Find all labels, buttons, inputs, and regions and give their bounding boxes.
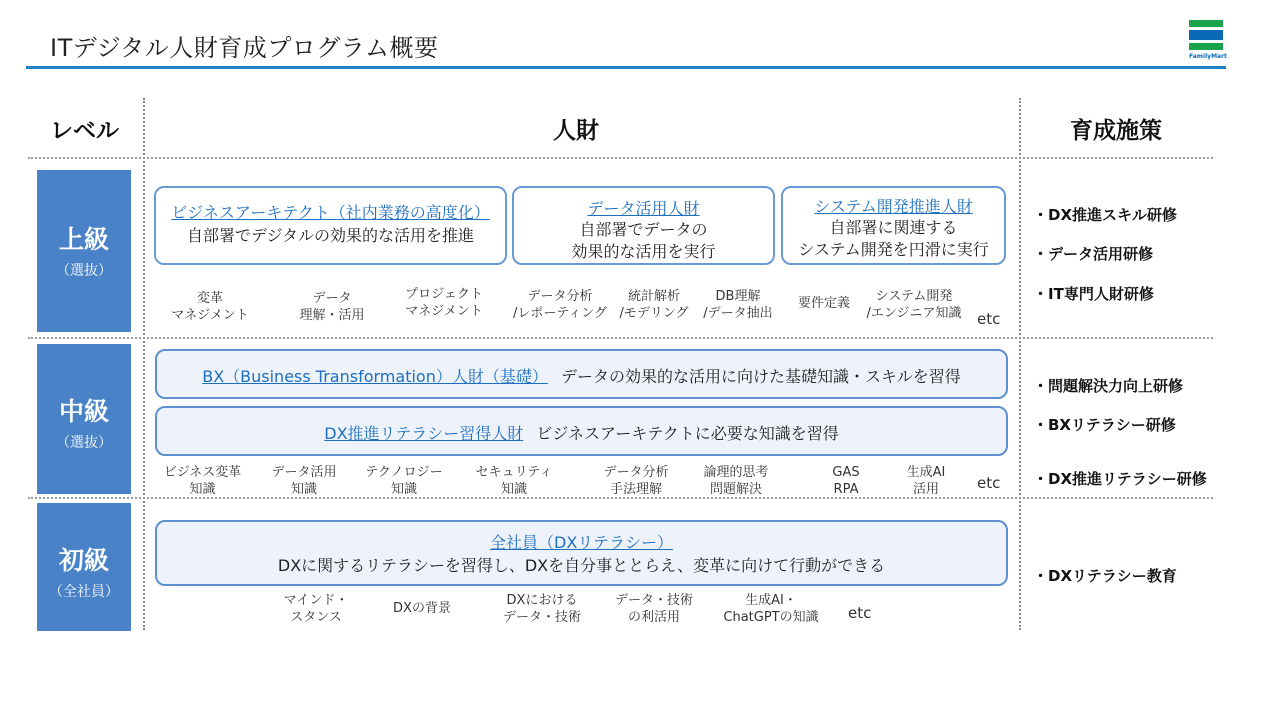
divider-vertical-left	[143, 98, 145, 630]
skill-item: ビジネス変革 知識	[163, 465, 242, 497]
column-heading-measures: 育成施策	[1070, 118, 1162, 144]
card-all-employees	[155, 520, 1008, 586]
skill-item: データ 理解・活用	[299, 291, 365, 323]
measure-item: ・DX推進リテラシー研修	[1033, 470, 1207, 488]
card-desc: データの効果的な活用に向けた基礎知識・スキルを習得	[560, 367, 961, 386]
level-intermediate-name: 中級	[58, 397, 109, 426]
skill-item: データ活用 知識	[271, 465, 337, 497]
skill-item: GAS RPA	[832, 465, 860, 497]
level-advanced	[37, 170, 131, 332]
card-title: BX（Business Transformation）人財（基礎）	[202, 367, 548, 386]
card-desc: DXに関するリテラシーを習得し、DXを自分事ととらえ、変革に向けて行動ができる	[277, 556, 886, 575]
skill-item: DB理解 /データ抽出	[703, 289, 773, 321]
skill-item: 生成AI 活用	[906, 465, 946, 497]
skill-item: 変革 マネジメント	[171, 291, 249, 323]
card-bx-talent	[155, 349, 1008, 399]
logo-text: FamilyMart	[1189, 53, 1227, 60]
skill-item: DXにおける データ・技術	[502, 593, 581, 625]
measure-item: ・データ活用研修	[1033, 245, 1154, 263]
level-advanced-sub: （選抜）	[56, 263, 112, 279]
etc-label: etc	[848, 604, 872, 622]
card-business-architect	[154, 186, 507, 265]
level-beginner	[37, 503, 131, 631]
card-title: システム開発推進人財	[814, 197, 973, 216]
card-desc: 自部署でデジタルの効果的な活用を推進	[186, 226, 475, 245]
divider-vertical-right	[1019, 98, 1021, 630]
page-title: ITデジタル人財育成プログラム概要	[50, 34, 439, 62]
measure-item: ・DXリテラシー教育	[1033, 567, 1177, 585]
skill-item: セキュリティ 知識	[475, 465, 553, 497]
column-heading-talent: 人財	[553, 118, 599, 144]
card-title: ビジネスアーキテクト（社内業務の高度化）	[171, 203, 490, 222]
level-beginner-name: 初級	[58, 546, 109, 575]
level-beginner-sub: （全社員）	[49, 584, 119, 600]
divider-advanced	[28, 337, 1213, 339]
card-title: DX推進リテラシー習得人財	[324, 424, 524, 443]
level-advanced-name: 上級	[58, 225, 109, 254]
measure-item: ・BXリテラシー研修	[1033, 416, 1176, 434]
skill-item: プロジェクト マネジメント	[405, 287, 483, 319]
skill-item: データ分析 /レポーティング	[512, 289, 608, 321]
level-intermediate	[37, 344, 131, 494]
column-heading-level: レベル	[50, 118, 119, 144]
card-dx-literacy-talent	[155, 406, 1008, 456]
skill-item: DXの背景	[393, 601, 451, 616]
skill-item: マインド・ スタンス	[283, 593, 349, 625]
skill-item: システム開発 /エンジニア知識	[866, 289, 962, 321]
card-title: データ活用人財	[587, 199, 700, 218]
skill-item: 論理的思考 問題解決	[703, 465, 769, 497]
card-desc: ビジネスアーキテクトに必要な知識を習得	[536, 424, 839, 443]
familymart-logo	[1189, 20, 1227, 60]
measure-item: ・問題解決力向上研修	[1033, 377, 1184, 395]
card-data-utilization	[512, 186, 775, 265]
skill-item: データ・技術 の利活用	[614, 593, 693, 625]
measure-item: ・DX推進スキル研修	[1033, 206, 1177, 224]
skill-item: 要件定義	[797, 296, 850, 311]
card-desc: 自部署に関連する システム開発を円滑に実行	[798, 218, 989, 259]
card-desc: 自部署でデータの 効果的な活用を実行	[571, 220, 716, 261]
etc-label: etc	[977, 474, 1001, 492]
skill-item: データ分析 手法理解	[603, 465, 669, 497]
title-underline	[26, 66, 1226, 69]
measure-item: ・IT専門人財研修	[1033, 285, 1154, 303]
skill-item: 統計解析 /モデリング	[619, 289, 689, 321]
card-title: 全社員（DXリテラシー）	[490, 533, 673, 552]
skill-item: 生成AI・ ChatGPTの知識	[723, 593, 819, 625]
divider-header	[28, 157, 1213, 159]
card-system-development	[781, 186, 1006, 265]
level-intermediate-sub: （選抜）	[56, 435, 112, 451]
skill-item: テクノロジー 知識	[365, 465, 443, 497]
etc-label: etc	[977, 310, 1001, 328]
